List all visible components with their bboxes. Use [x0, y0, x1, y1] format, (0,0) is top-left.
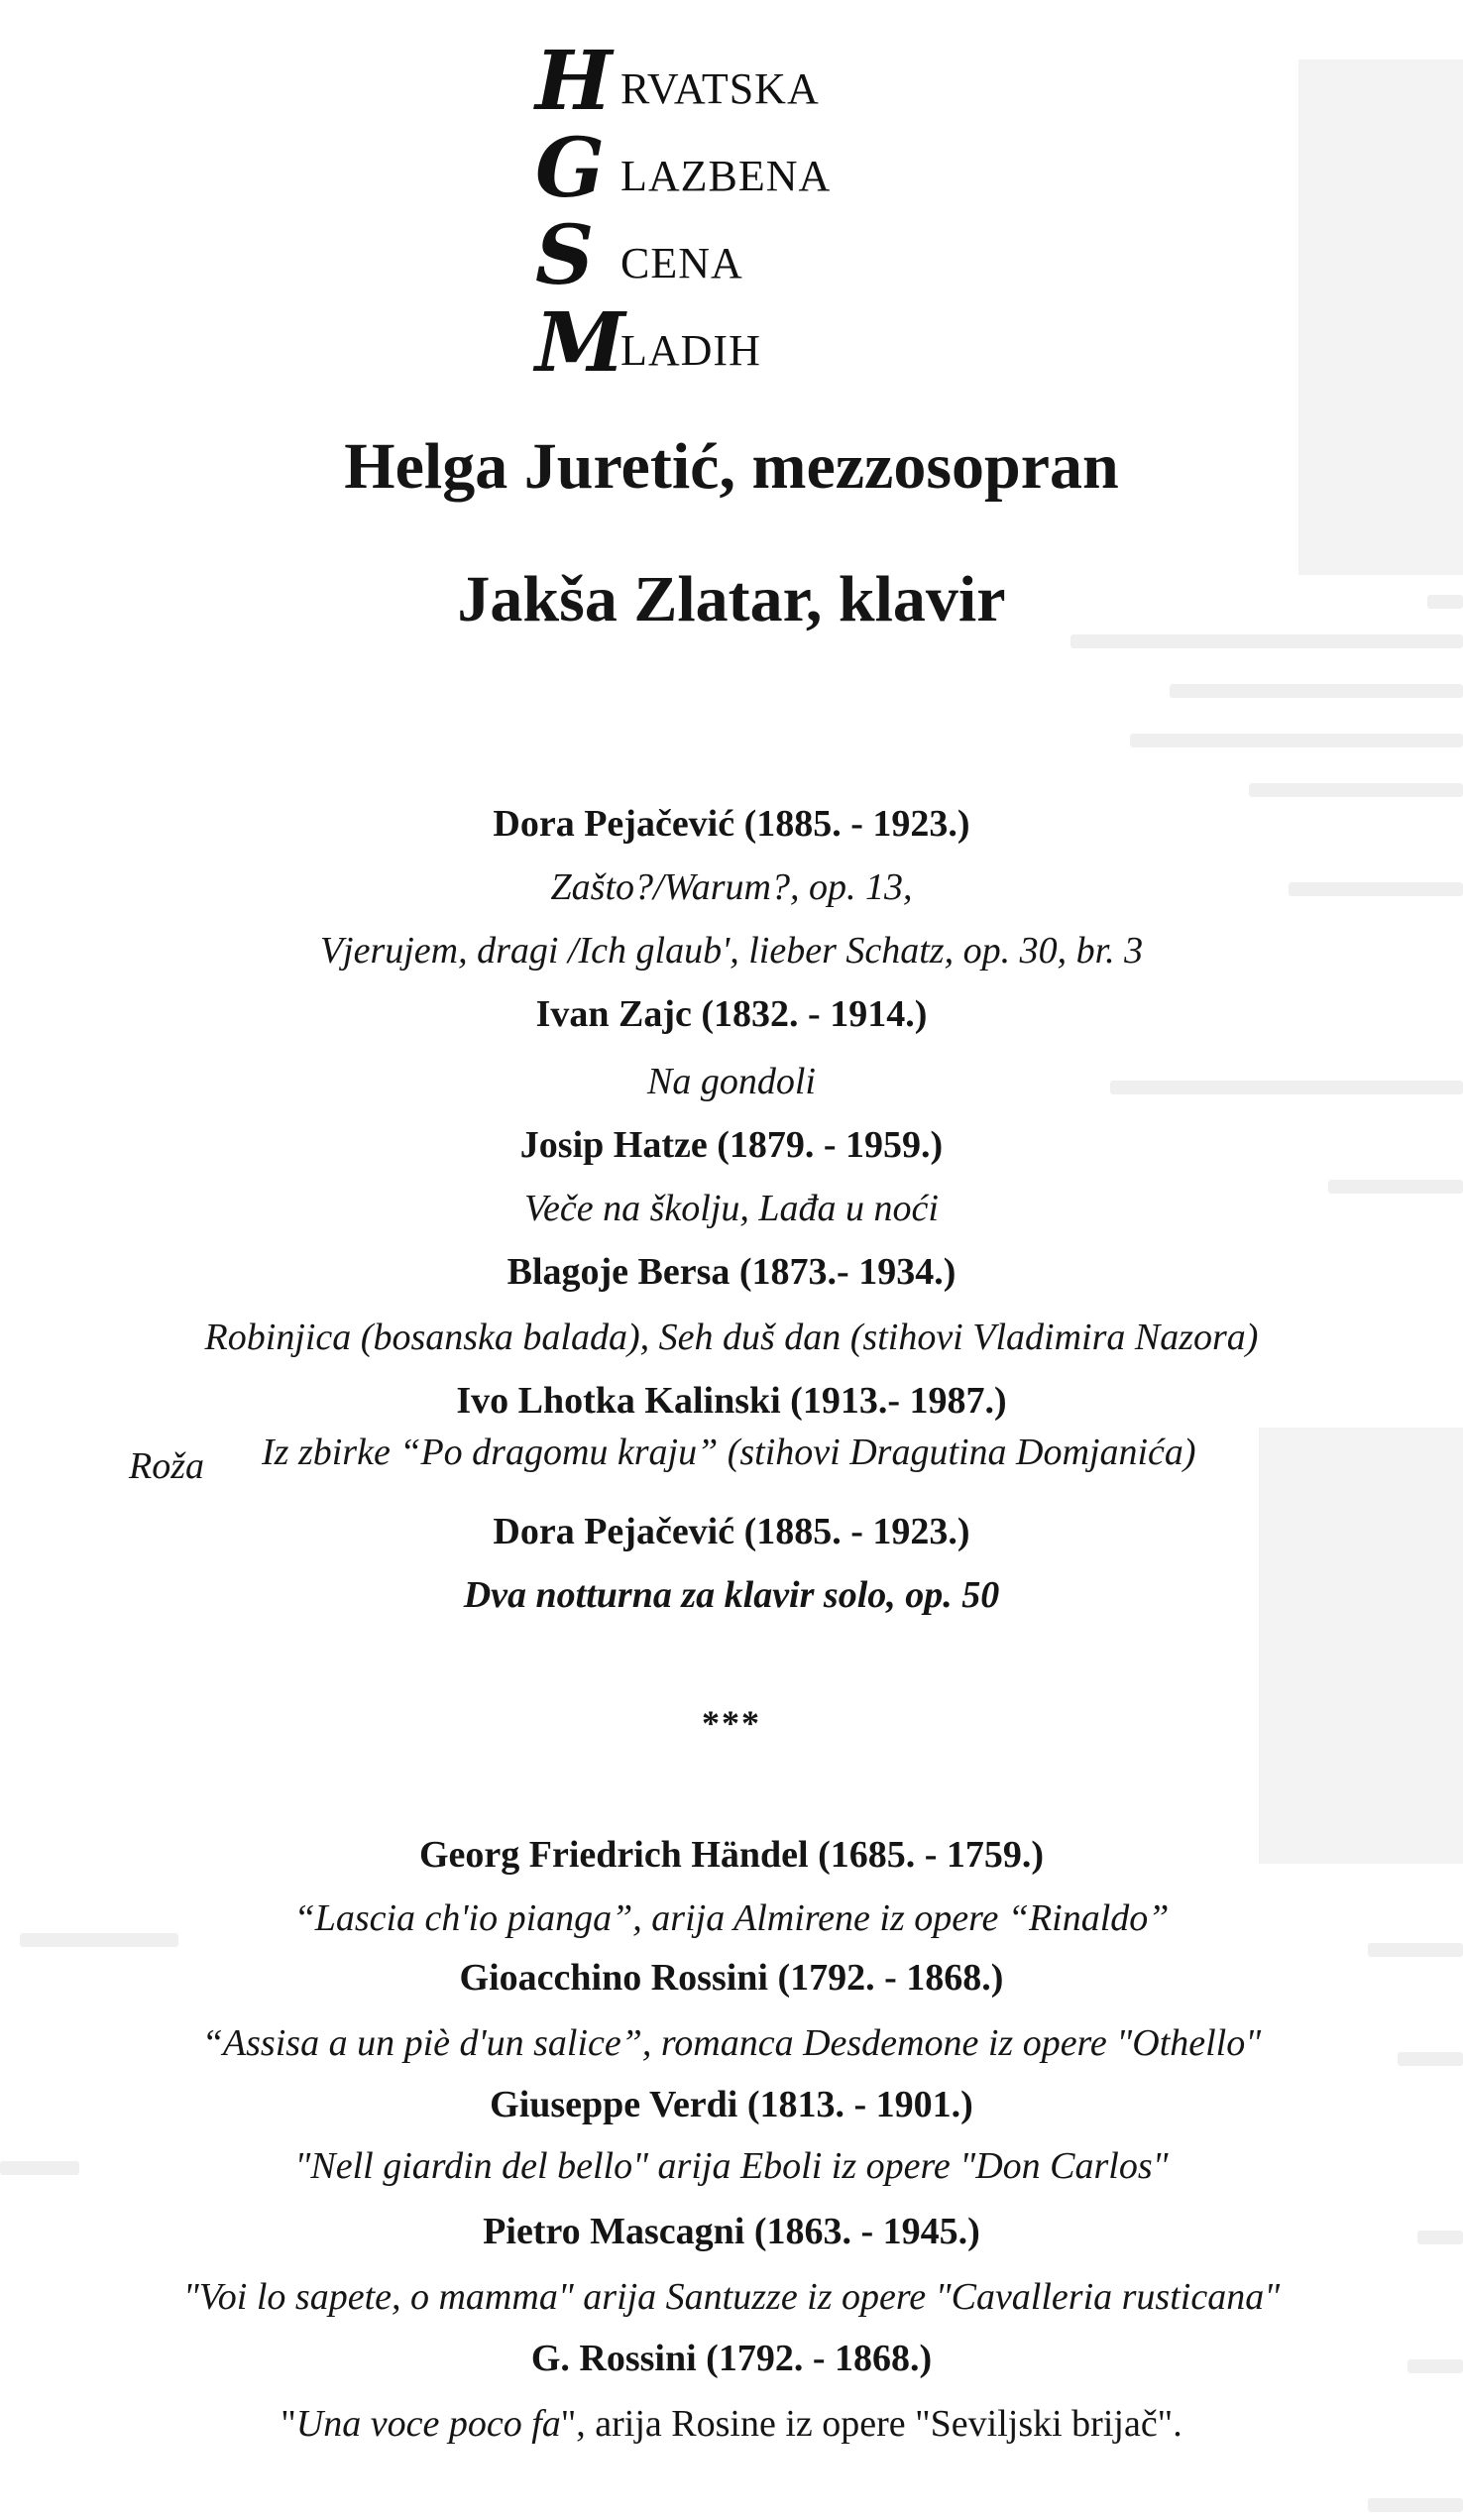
performer-pianist: Jakša Zlatar, klavir	[457, 563, 1006, 635]
logo-line	[535, 295, 952, 391]
logo-word: LAZBENA	[620, 152, 832, 200]
work-title: “Lascia ch'io pianga”, arija Almirene iz opere “Rinaldo”	[293, 1897, 1170, 1939]
work-title-italic: Una voce poco fa	[295, 2403, 561, 2445]
logo-initial: H	[535, 34, 613, 129]
logo-line	[535, 208, 952, 303]
composer-heading: Gioacchino Rossini (1792. - 1868.)	[459, 1957, 1004, 1999]
composer-heading: Ivan Zajc (1832. - 1914.)	[535, 993, 928, 1035]
reverse-side-photo-shadow-2	[1259, 1428, 1463, 1864]
composer-heading: G. Rossini (1792. - 1868.)	[530, 2338, 933, 2379]
logo-word: CENA	[620, 239, 743, 287]
logo-initial: M	[535, 295, 625, 391]
logo-initial: G	[535, 121, 606, 216]
composer-heading: Dora Pejačević (1885. - 1923.)	[493, 803, 970, 845]
work-title: Zašto?/Warum?, op. 13,	[550, 866, 913, 908]
work-title: Vjerujem, dragi /Ich glaub', lieber Schatz, op. 30, br. 3	[319, 930, 1144, 972]
performer-singer: Helga Juretić, mezzosopran	[344, 430, 1119, 503]
composer-heading: Ivo Lhotka Kalinski (1913.- 1987.)	[456, 1380, 1007, 1422]
logo-line	[535, 34, 952, 129]
logo-initial: S	[535, 208, 595, 303]
composer-heading: Giuseppe Verdi (1813. - 1901.)	[490, 2084, 973, 2125]
work-title: Robinjica (bosanska balada), Seh duš dan (stihovi Vladimira Nazora)	[204, 1317, 1259, 1358]
work-title-rest: ", arija Rosine iz opere "Seviljski brijač".	[560, 2403, 1182, 2445]
composer-heading: Josip Hatze (1879. - 1959.)	[519, 1124, 944, 1166]
section-separator: ***	[702, 1703, 761, 1743]
work-title: "Una voce poco fa", arija Rosine iz opere "Seviljski brijač".	[281, 2403, 1182, 2445]
work-title: Na gondoli	[647, 1061, 816, 1102]
hgsm-logo	[535, 34, 952, 391]
logo-word: RVATSKA	[620, 64, 820, 113]
work-title: “Assisa a un piè d'un salice”, romanca Desdemone iz opere "Othello"	[201, 2022, 1262, 2064]
composer-heading: Pietro Mascagni (1863. - 1945.)	[483, 2211, 980, 2252]
work-title: Dva notturna za klavir solo, op. 50	[463, 1574, 1000, 1616]
work-title: Veče na školju, Lađa u noći	[524, 1188, 939, 1229]
work-title: "Voi lo sapete, o mamma" arija Santuzze iz opere "Cavalleria rusticana"	[182, 2276, 1281, 2318]
composer-heading: Georg Friedrich Händel (1685. - 1759.)	[418, 1834, 1045, 1876]
composer-heading: Dora Pejačević (1885. - 1923.)	[493, 1511, 970, 1552]
work-title: "Nell giardin del bello" arija Eboli iz opere "Don Carlos"	[294, 2145, 1169, 2187]
logo-word: LADIH	[620, 326, 761, 375]
work-title: Iz zbirke “Po dragomu kraju” (stihovi Dragutina Domjanića)	[262, 1432, 1196, 1473]
logo-line	[535, 121, 952, 216]
work-title: Roža	[129, 1445, 204, 1487]
composer-heading: Blagoje Bersa (1873.- 1934.)	[506, 1251, 957, 1293]
